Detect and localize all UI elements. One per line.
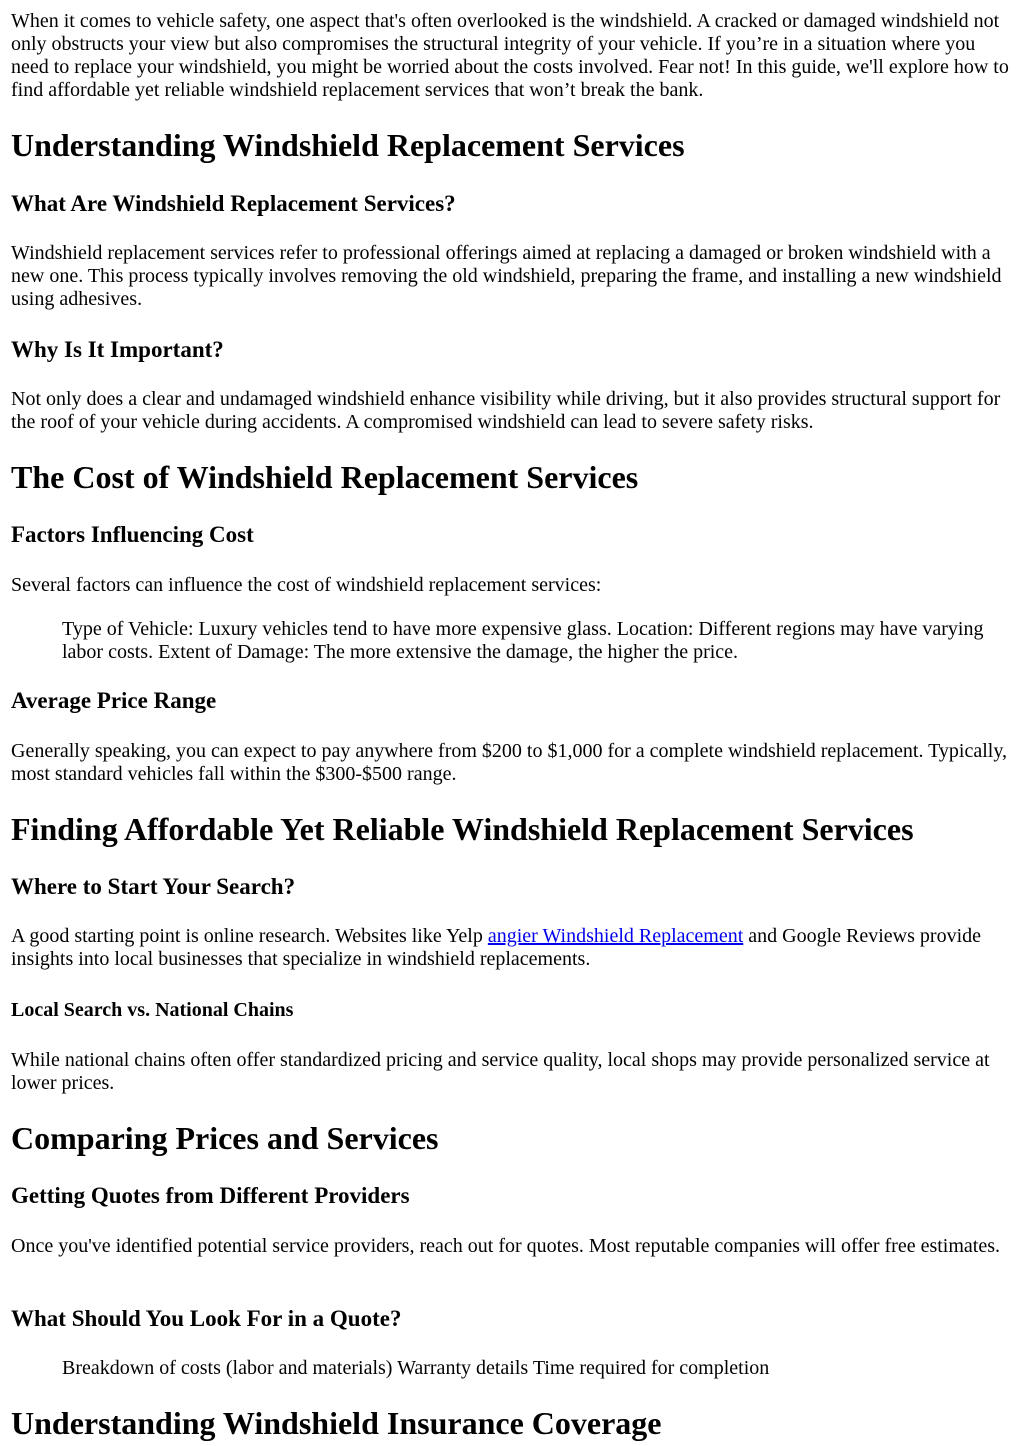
subheading-factors: Factors Influencing Cost [11,522,254,547]
paragraph-where-start [11,925,1014,971]
paragraph-factors: Several factors can influence the cost of windshield replacement services: [11,574,602,596]
section-heading-finding: Finding Affordable Yet Reliable Windshield Replacement Services [11,811,914,847]
paragraph-what-are: Windshield replacement services refer to professional offerings aimed at replacing a damaged or broken windshield with a new one. This process typically involves removing the old windshield, preparing the frame, and installing a new windshield using adhesives. [11,242,1002,310]
intro-paragraph: When it comes to vehicle safety, one aspect that's often overlooked is the windshield. A cracked or damaged windshield not only obstructs your view but also compromises the structural integrity of your vehicle. If you’re in a situation where you need to replace your windshield, you might be worried about the costs involved. Fear not! In this guide, we'll explore how to find affordable yet reliable windshield replacement services that won’t break the bank. [11,10,1009,101]
where-start-text-after: and Google Reviews provide insights into local businesses that specialize in windshield replacements. [11,925,982,970]
subheading-local-vs-national: Local Search vs. National Chains [11,999,294,1021]
section-heading-comparing: Comparing Prices and Services [11,1120,439,1156]
paragraph-average-price: Generally speaking, you can expect to pay anywhere from $200 to $1,000 for a complete windshield replacement. Typically, most standard vehicles fall within the $300-$500 range. [11,740,1008,785]
paragraph-getting-quotes: Once you've identified potential service providers, reach out for quotes. Most reputable companies will offer free estimates. [11,1235,1001,1257]
subheading-what-are: What Are Windshield Replacement Services? [11,191,456,216]
paragraph-why-important: Not only does a clear and undamaged windshield enhance visibility while driving, but it also provides structural support for the roof of your vehicle during accidents. A compromised windshield can lead to severe safety risks. [11,388,1001,433]
quote-checklist: Breakdown of costs (labor and materials) Warranty details Time required for completion [62,1357,770,1379]
subheading-average-price: Average Price Range [11,688,217,713]
section-heading-cost: The Cost of Windshield Replacement Services [11,459,639,495]
subheading-quote-look-for: What Should You Look For in a Quote? [11,1306,402,1331]
subheading-why-important: Why Is It Important? [11,337,224,362]
subheading-getting-quotes: Getting Quotes from Different Providers [11,1183,410,1208]
angier-windshield-link[interactable]: angier Windshield Replacement [487,925,744,947]
subheading-where-start: Where to Start Your Search? [11,874,296,899]
section-heading-understanding: Understanding Windshield Replacement Services [11,127,685,163]
section-heading-insurance: Understanding Windshield Insurance Coverage [11,1405,662,1441]
paragraph-local-vs-national: While national chains often offer standardized pricing and service quality, local shops may provide personalized service at lower prices. [11,1049,990,1094]
factors-list: Type of Vehicle: Luxury vehicles tend to have more expensive glass. Location: Different regions may have varying labor costs. Extent of Damage: The more extensive the damage, the higher the price. [62,618,984,663]
where-start-text-before: A good starting point is online research. Websites like Yelp [11,925,488,947]
